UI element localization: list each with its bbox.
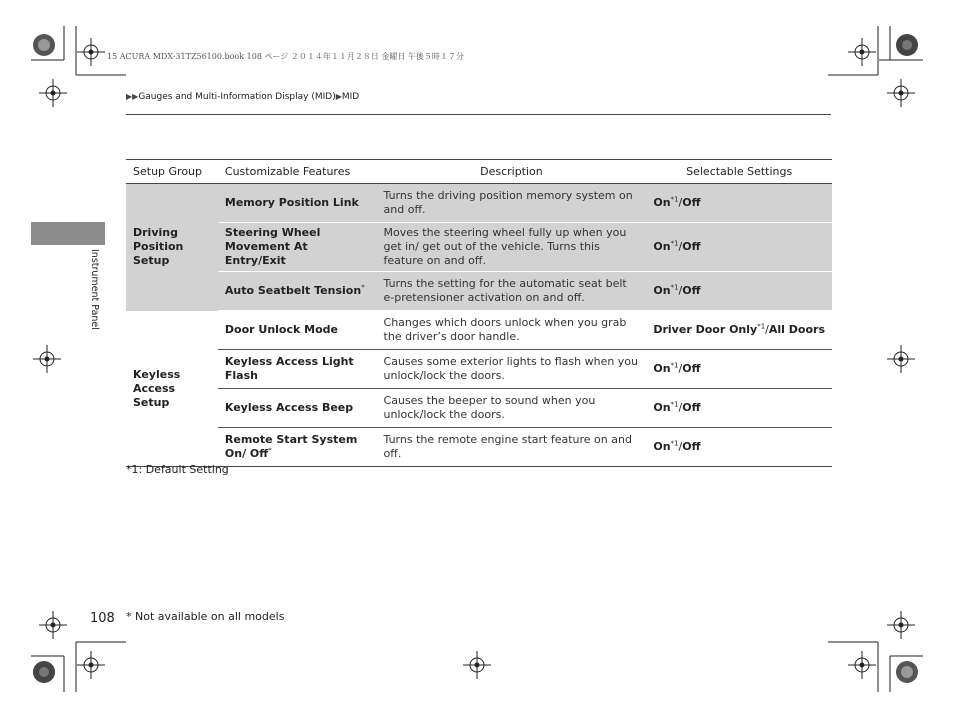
settings-table: [126, 159, 832, 467]
feature-name: Memory Position Link: [218, 184, 377, 223]
feature-name: Door Unlock Mode: [218, 311, 377, 350]
table-header-row: [126, 160, 832, 184]
table-row: [126, 389, 832, 428]
feature-description: Causes the beeper to sound when you unlock/lock the doors.: [377, 389, 647, 428]
page-number: 108: [90, 611, 115, 626]
breadcrumb-item[interactable]: MID: [341, 92, 360, 102]
table-row: [126, 184, 832, 223]
table-row: [126, 428, 832, 467]
column-header: Selectable Settings: [646, 160, 832, 184]
table-row: [126, 311, 832, 350]
feature-description: Turns the setting for the automatic seat belt e-pretensioner activation on and off.: [377, 272, 647, 311]
breadcrumb-arrow-icon: ▶▶: [126, 92, 139, 101]
table-row: [126, 350, 832, 389]
feature-description: Causes some exterior lights to flash when you unlock/lock the doors.: [377, 350, 647, 389]
setup-group-name: Keyless Access Setup: [126, 311, 218, 467]
selectable-settings: On$^{*1}$/Off: [646, 272, 832, 311]
selectable-settings: Driver Door Only$^{*1}$/All Doors: [646, 311, 832, 350]
column-header: Description: [377, 160, 647, 184]
column-header: Customizable Features: [218, 160, 377, 184]
feature-description: Moves the steering wheel fully up when you get in/ get out of the vehicle. Turns this feature on and off.: [377, 223, 647, 272]
feature-description: Turns the driving position memory system on and off.: [377, 184, 647, 223]
feature-name: Steering Wheel Movement At Entry/Exit: [218, 223, 377, 272]
selectable-settings: On$^{*1}$/Off: [646, 350, 832, 389]
table-row: [126, 223, 832, 272]
breadcrumb-arrow-icon: ▶: [335, 92, 342, 101]
default-setting-footnote: *1: Default Setting: [126, 463, 229, 476]
column-header: Setup Group: [126, 160, 218, 184]
availability-note: * Not available on all models: [126, 610, 285, 623]
feature-description: Turns the remote engine start feature on and off.: [377, 428, 647, 467]
section-tab: [31, 222, 105, 245]
feature-name: Remote Start System On/ Off*: [218, 428, 377, 467]
feature-description: Changes which doors unlock when you grab the driver’s door handle.: [377, 311, 647, 350]
feature-name: Keyless Access Beep: [218, 389, 377, 428]
selectable-settings: On$^{*1}$/Off: [646, 223, 832, 272]
table-row: [126, 272, 832, 311]
feature-name: Keyless Access Light Flash: [218, 350, 377, 389]
selectable-settings: On$^{*1}$/Off: [646, 389, 832, 428]
setup-group-name: Driving Position Setup: [126, 184, 218, 311]
selectable-settings: On$^{*1}$/Off: [646, 428, 832, 467]
breadcrumb-item[interactable]: Gauges and Multi-Information Display (MID): [138, 92, 336, 102]
feature-name: Auto Seatbelt Tension*: [218, 272, 377, 311]
print-header: 15 ACURA MDX-31TZ56100.book 108 ページ ２０１４年１１月２８日 金曜日 午後５時１７分: [107, 52, 464, 61]
breadcrumb: [126, 92, 359, 102]
section-label: Instrument Panel: [89, 249, 100, 330]
header-rule: [126, 114, 831, 115]
selectable-settings: On$^{*1}$/Off: [646, 184, 832, 223]
